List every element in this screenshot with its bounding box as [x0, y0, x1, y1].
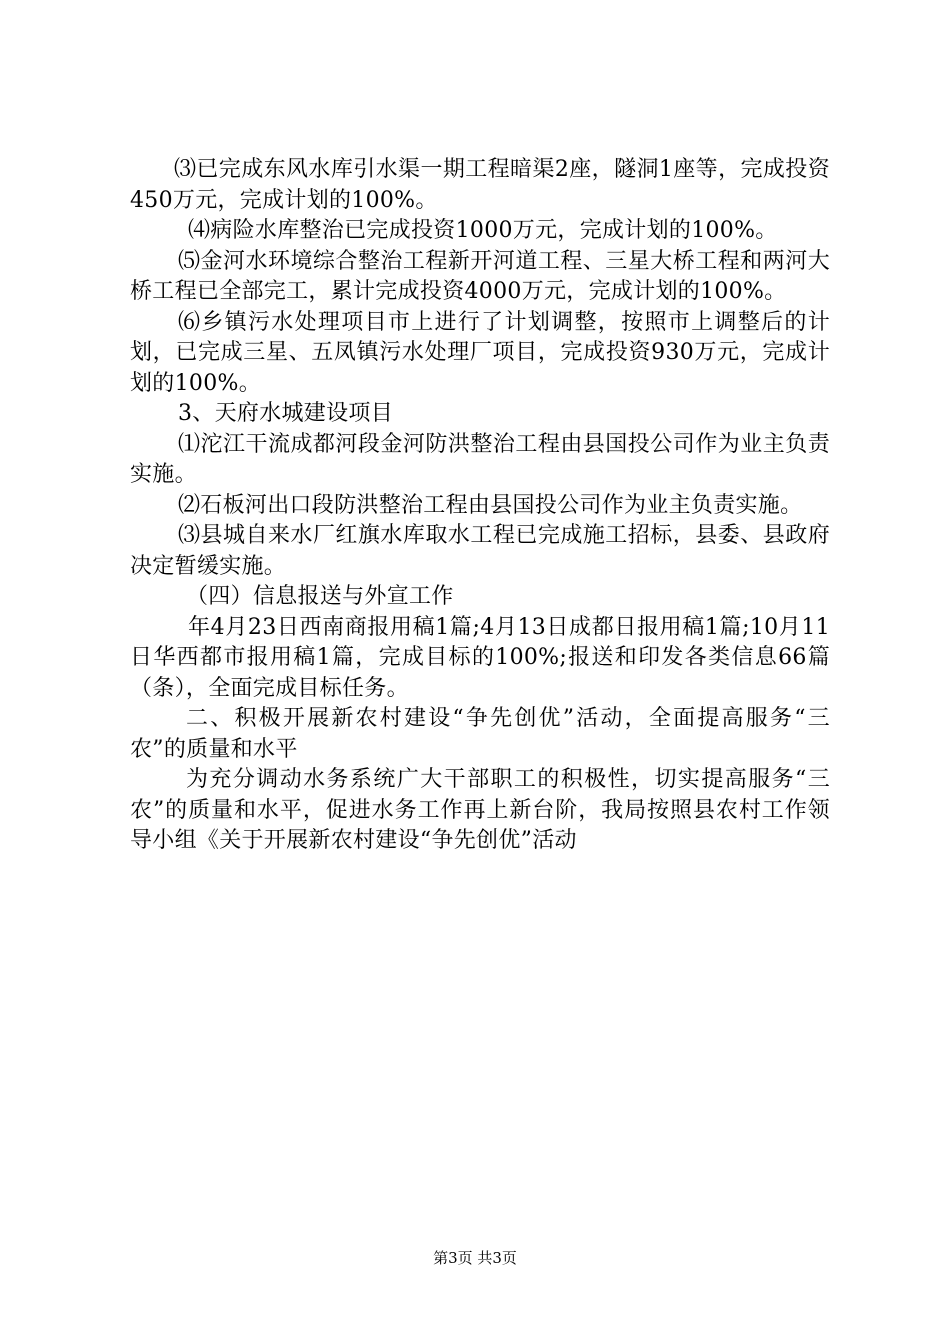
paragraph-water-plant: ⑶县城自来水厂红旗水库取水工程已完成施工招标，县委、县政府决定暂缓实施。 — [130, 523, 830, 579]
section-heading-rural: 二、积极开展新农村建设“争先创优”活动，全面提高服务“三农”的质量和水平 — [130, 706, 830, 762]
paragraph-shibanhe-flood: ⑵石板河出口段防洪整治工程由县国投公司作为业主负责实施。 — [178, 492, 803, 518]
paragraph-tuojiang-flood: ⑴沱江干流成都河段金河防洪整治工程由县国投公司作为业主负责实施。 — [130, 431, 830, 487]
document-body — [130, 155, 830, 857]
paragraph-news-reports: 年4月23日西南商报用稿1篇;4月13日成都日报用稿1篇;10月11日华西都市报用稿1篇，完成目标的100%;报送和印发各类信息66篇（条），全面完成目标任务。 — [130, 614, 830, 701]
paragraph-sewage-treatment: ⑹乡镇污水处理项目市上进行了计划调整，按照市上调整后的计划，已完成三星、五凤镇污水处理厂项目，完成投资930万元，完成计划的100%。 — [130, 309, 830, 396]
section-heading-tianfu: 3、天府水城建设项目 — [178, 401, 393, 426]
page-footer: 第3页 共3页 — [433, 1249, 517, 1267]
paragraph-reservoir-repair: ⑷病险水库整治已完成投资1000万元，完成计划的100%。 — [188, 218, 778, 243]
paragraph-dongfeng-canal: ⑶已完成东风水库引水渠一期工程暗渠2座，隧洞1座等，完成投资450万元，完成计划的100%。 — [130, 157, 830, 213]
paragraph-rural-activity: 为充分调动水务系统广大干部职工的积极性，切实提高服务“三农”的质量和水平，促进水务工作再上新台阶，我局按照县农村工作领导小组《关于开展新农村建设“争先创优”活动 — [130, 767, 830, 853]
section-heading-info: （四）信息报送与外宣工作 — [186, 584, 454, 609]
paragraph-jinhe-river: ⑸金河水环境综合整治工程新开河道工程、三星大桥工程和两河大桥工程已全部完工，累计完成投资4000万元，完成计划的100%。 — [130, 248, 830, 304]
